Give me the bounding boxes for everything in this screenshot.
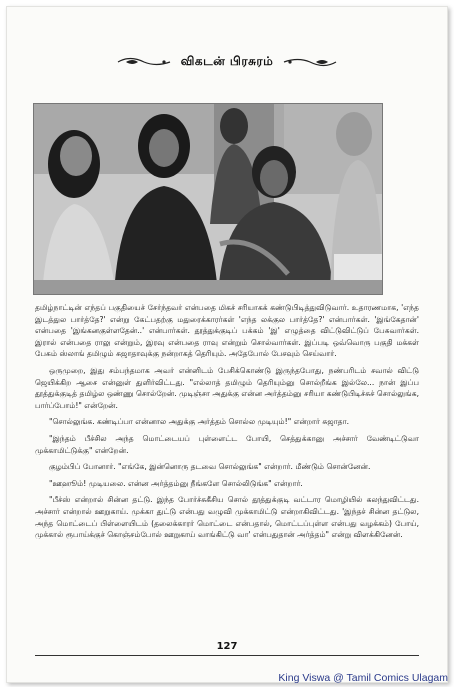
paragraph-3: "சொல்லுங்க. கண்டிப்பா என்னால அதுக்கு அர்த்தம் சொல்ல முடியும்!" என்றார் சுஜாதா. — [49, 417, 349, 427]
paragraph-7: "பீச்ஸ் என்றால் சின்ன தட்டு. இந்த போர்ச்சுகீசிய சொல் தூத்துக்குடி வட்டார மொழியில் கலந்துவிட்டது. அச்சார் என்றால் ஊறுகாய். முக்கா துட்டு என்பது வழுவி முக்காமிட்டு என்றாகிவிட்டது. 'இந்தச் சின்ன தட்டுல, அந்த மொட்டைப் பிள்ளையிடம் (தலைக்காரர் மொட்டை என்பதால், மொட்டப்புள்ள என்பது வழக்கம்) போய், முக்கால் ரூபாய்க்குச் கொஞ்சம்போல் ஊறுகாய் வாங்கிட்டு வா' என்பதுதான் அர்த்தம்" என்று விளக்கினேன். — [35, 495, 419, 540]
article-body — [35, 302, 419, 546]
watermark-credit: King Viswa @ Tamil Comics Ulagam — [278, 672, 448, 684]
paragraph-1: தமிழ்நாட்டின் எந்தப் பகுதியைச் சேர்ந்தவர் என்பதை மிகச் சரியாகக் கண்டுபிடித்துவிடுவார். உதாரணமாக, 'எந்த இடத்துல பார்த்தே?' என்று கேட்பதற்கு மதுரைக்காரர்கள் 'எந்த லக்குல பார்த்தே?' என்பார்கள். 'இங்கேதான்' என்பதை 'இங்கனகுள்ளதேன்..' என்பார்கள். தூத்துக்குடிப் பக்கம் 'இ' எழுத்தை விட்டுவிட்டுப் பேசுவார்கள். இரால் என்பதை ராலு என்றும், இரவு என்பதை ராவு என்றும் சொல்வார்கள். இப்படி ஒவ்வொரு பகுதி மக்கள் பேசும் ஸ்லாங் தமிழும் சுஜாதாவுக்கு நன்றாகத் தெரியும். அதேபோல் பேசவும் செய்வார். — [35, 303, 419, 359]
paragraph-4: "இந்தம் பீச்சில அந்த மொட்டையப் புள்ளைட்ட போயி, செத்துக்கானு அச்சார் வேண்டிட்டுவா முக்காமிட்டுக்கு" என்றேன். — [35, 433, 419, 455]
page-header — [7, 51, 447, 73]
publisher-title: விகடன் பிரசுரம் — [180, 53, 274, 68]
book-page — [6, 6, 448, 683]
left-ornament-icon — [116, 55, 172, 69]
paragraph-6: "ஊஹூம்! முடியலை. என்ன அர்த்தம்னு நீங்களே சொல்லிடுங்க" என்றார். — [49, 478, 303, 488]
group-photograph — [33, 103, 383, 295]
right-ornament-icon — [282, 55, 338, 69]
footer-rule — [35, 655, 419, 656]
photograph-icon — [34, 104, 382, 294]
paragraph-2: ஒருமுறை, இது சம்பந்தமாக அவர் என்னிடம் பேசிக்கொண்டு இருந்தபோது, நண்பரிடம் சவால் விட்டு ஜெயிக்கிற ஆசை என்னுள் துளிர்விட்டது. "எல்லாத் தமிழும் தெரியும்னு சொல்றீங்க இல்லே... நான் இப்ப தூத்துக்குடித் தமிழ்ல ஒண்ணு சொல்றேன். முடிஞ்சா அதுக்கு என்ன அர்த்தம்னு சரியா கண்டுபிடிச்சுச் சொல்லுங்க, பார்ப்போம்!" என்றேன். — [35, 365, 419, 410]
paragraph-5: குழம்பிப் போனார். "எங்கே, இன்னொரு தடவை சொல்லுங்க" என்றார். மீண்டும் சொன்னேன். — [49, 462, 371, 472]
page-number: 127 — [216, 641, 238, 652]
